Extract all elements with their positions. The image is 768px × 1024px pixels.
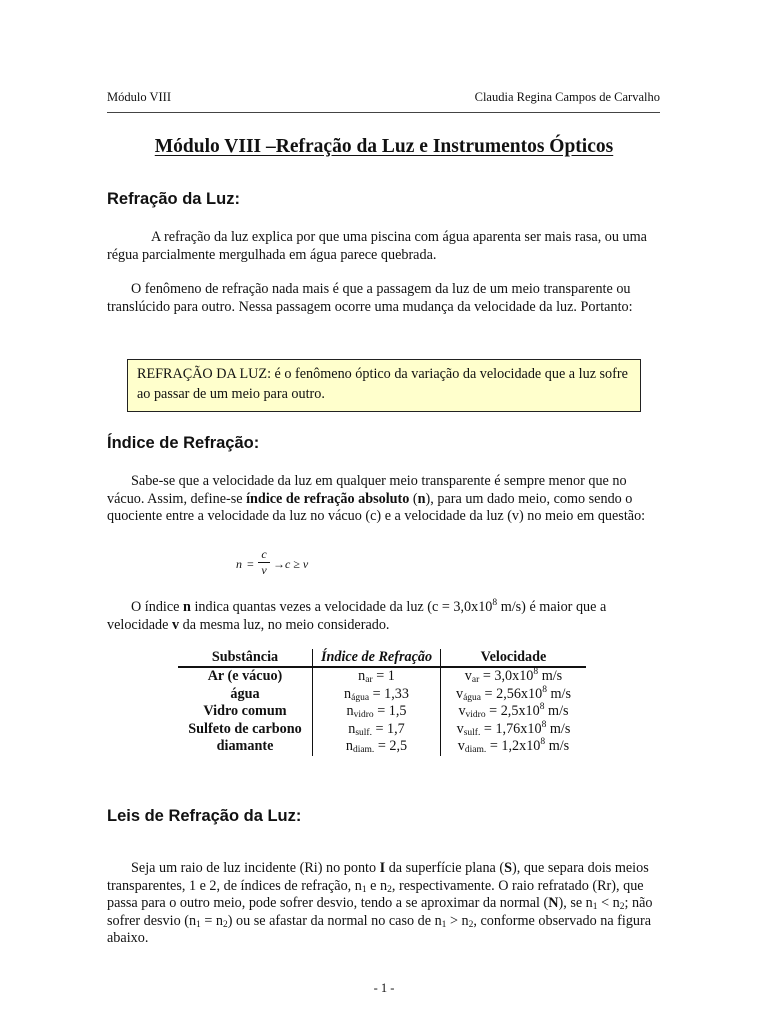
geq-symbol: ≥ (293, 557, 300, 571)
formula-equals: = (247, 557, 254, 571)
table-row (178, 667, 586, 686)
superscript: 8 (492, 598, 498, 608)
text-span: e n (366, 877, 388, 894)
paragraph-indice-meaning (107, 599, 660, 634)
cell-velocity (441, 667, 587, 686)
subscript: ar (471, 675, 480, 685)
n-letter: n (345, 738, 353, 755)
velocity-value: = 2,5x10 (485, 703, 540, 720)
formula-implication (273, 557, 308, 572)
subscript: 1 (441, 919, 447, 930)
text-span: m/s) é maior que a velocidade (107, 599, 607, 633)
refraction-index-table (178, 649, 586, 756)
formula-n: n (236, 557, 242, 571)
n-letter: n (346, 703, 354, 720)
velocity-unit: m/s (544, 703, 569, 720)
cell-substance: água (230, 685, 260, 702)
table-row (178, 703, 586, 721)
section-heading-leis: Leis de Refração da Luz: (107, 807, 302, 825)
text-span: ), que separa dois meios transparentes, 1 e 2, de índices de refração, n (107, 860, 649, 894)
text-span: ( (409, 490, 418, 507)
bold-v: v (172, 616, 180, 633)
n-letter: n (344, 685, 352, 702)
bold-I: I (379, 860, 386, 876)
subscript: 2 (223, 919, 228, 930)
superscript: 8 (540, 737, 546, 748)
paragraph-refracao-definition: O fenômeno de refração nada mais é que a passagem da luz de um meio transparente ou translúcido para outro. Nessa passagem ocorre uma mudança da velocidade da luz. Portanto: (107, 281, 633, 315)
subscript: água (463, 692, 481, 703)
n-letter: n (348, 720, 356, 737)
table-row (178, 686, 586, 704)
text-span: < n (597, 895, 620, 912)
header-divider (107, 112, 660, 113)
v-letter: v (457, 738, 465, 755)
index-value: = 1,7 (371, 720, 405, 737)
n-letter: n (358, 668, 366, 684)
page-number: - 1 - (373, 981, 395, 995)
page-title: Módulo VIII –Refração da Luz e Instrumentos Ópticos (154, 136, 614, 157)
refraction-index-formula (236, 548, 336, 582)
cell-substance: diamante (216, 738, 274, 755)
cell-velocity (441, 686, 587, 704)
v-letter: v (458, 703, 466, 720)
table-header-row (178, 649, 586, 667)
paragraph-indice-definition (107, 473, 660, 526)
velocity-value: = 1,2x10 (486, 738, 541, 755)
cell-index (313, 703, 441, 721)
velocity-unit: m/s (546, 720, 571, 737)
header-author: Claudia Regina Campos de Carvalho (474, 90, 660, 104)
superscript: 8 (533, 667, 539, 677)
subscript: vidro (465, 710, 486, 721)
subscript: água (351, 692, 370, 703)
text-span: indica quantas vezes a velocidade da luz (c = 3,0x10 (190, 599, 493, 615)
definition-box: REFRAÇÃO DA LUZ: é o fenômeno óptico da variação da velocidade que a luz sofre ao passar de um meio para outro. (127, 359, 641, 412)
superscript: 8 (542, 684, 547, 695)
bold-S: S (504, 860, 513, 876)
velocity-value: = 1,76x10 (480, 720, 542, 737)
column-header-substance: Substância (178, 649, 313, 667)
table-row (178, 738, 586, 756)
cell-index (313, 686, 441, 704)
subscript: sulf. (463, 727, 481, 738)
subscript: diam. (352, 745, 375, 756)
index-value: = 1 (372, 668, 395, 684)
subscript: sulf. (355, 727, 372, 738)
v-letter: v (464, 668, 472, 684)
table-body (178, 667, 586, 756)
text-span: , conforme observado na figura abaixo. (107, 912, 652, 947)
subscript: 2 (619, 902, 625, 913)
cell-substance: Sulfeto de carbono (188, 720, 302, 737)
formula-c: c (285, 557, 291, 571)
text-span: = n (200, 912, 223, 929)
text-span: Sabe-se que a velocidade da luz em qualquer meio transparente é sempre menor que no vácuo. Assim, define-se (107, 473, 627, 507)
subscript: ar (365, 675, 373, 685)
text-span: ; não sofrer desvio (n (107, 895, 653, 929)
text-span: > n (446, 912, 469, 929)
cell-substance: Vidro comum (203, 703, 287, 720)
cell-substance: Ar (e vácuo) (207, 668, 283, 684)
subscript: vidro (353, 710, 374, 721)
cell-velocity (441, 738, 587, 756)
text-span: ) ou se afastar da normal no caso de n (227, 912, 442, 929)
section-heading-refracao: Refração da Luz: (107, 190, 240, 208)
subscript: 1 (592, 902, 598, 913)
superscript: 8 (539, 702, 545, 713)
bold-N: N (548, 895, 559, 912)
velocity-unit: m/s (538, 668, 563, 684)
subscript: 2 (468, 919, 474, 930)
text-span: O índice (131, 599, 184, 615)
subscript: 2 (387, 884, 392, 895)
velocity-unit: m/s (545, 738, 570, 755)
v-letter: v (456, 720, 464, 737)
column-header-velocity: Velocidade (441, 649, 587, 667)
text-span: da superfície plana ( (385, 860, 505, 876)
v-letter: v (455, 685, 464, 702)
text-span: da mesma luz, no meio considerado. (179, 616, 390, 633)
index-value: = 1,5 (373, 703, 407, 720)
text-span: , respectivamente. O raio refratado (Rr), que passa para o outro meio, pode sofrer desvio, tendo a se aproximar da normal ( (107, 877, 644, 912)
superscript: 8 (541, 719, 547, 730)
velocity-value: = 2,56x10 (481, 685, 543, 702)
table-row (178, 721, 586, 739)
section-heading-indice: Índice de Refração: (107, 434, 260, 452)
bold-term: índice de refração absoluto (246, 490, 410, 507)
bold-n: n (183, 599, 191, 615)
cell-velocity (441, 721, 587, 739)
formula-v: v (302, 557, 309, 571)
arrow-symbol: → (273, 557, 285, 571)
formula-denominator: v (261, 563, 267, 577)
column-header-index: Índice de Refração (313, 649, 441, 667)
cell-index (313, 738, 441, 756)
velocity-value: = 3,0x10 (479, 668, 534, 684)
subscript: 1 (196, 919, 201, 930)
subscript: diam. (464, 745, 487, 756)
formula-fraction (258, 548, 270, 577)
subscript: 1 (361, 884, 367, 895)
text-span: ), se n (558, 895, 593, 912)
header-module: Módulo VIII (107, 90, 172, 104)
paragraph-refracao-intro: A refração da luz explica por que uma piscina com água aparenta ser mais rasa, ou uma régua parcialmente mergulhada em água parece quebrada. (107, 229, 647, 263)
index-value: = 2,5 (374, 738, 408, 755)
formula-numerator: c (261, 547, 267, 561)
index-value: = 1,33 (369, 685, 409, 702)
cell-index (313, 721, 441, 739)
cell-velocity (441, 703, 587, 721)
velocity-unit: m/s (546, 685, 572, 702)
text-span: ), para um dado meio, como sendo o quociente entre a velocidade da luz no vácuo (c) e a velocidade da luz (v) no meio em questão: (107, 490, 646, 525)
text-span: Seja um raio de luz incidente (Ri) no ponto (131, 860, 380, 876)
paragraph-leis (107, 860, 660, 948)
cell-index (313, 667, 441, 686)
bold-n: n (417, 490, 426, 507)
